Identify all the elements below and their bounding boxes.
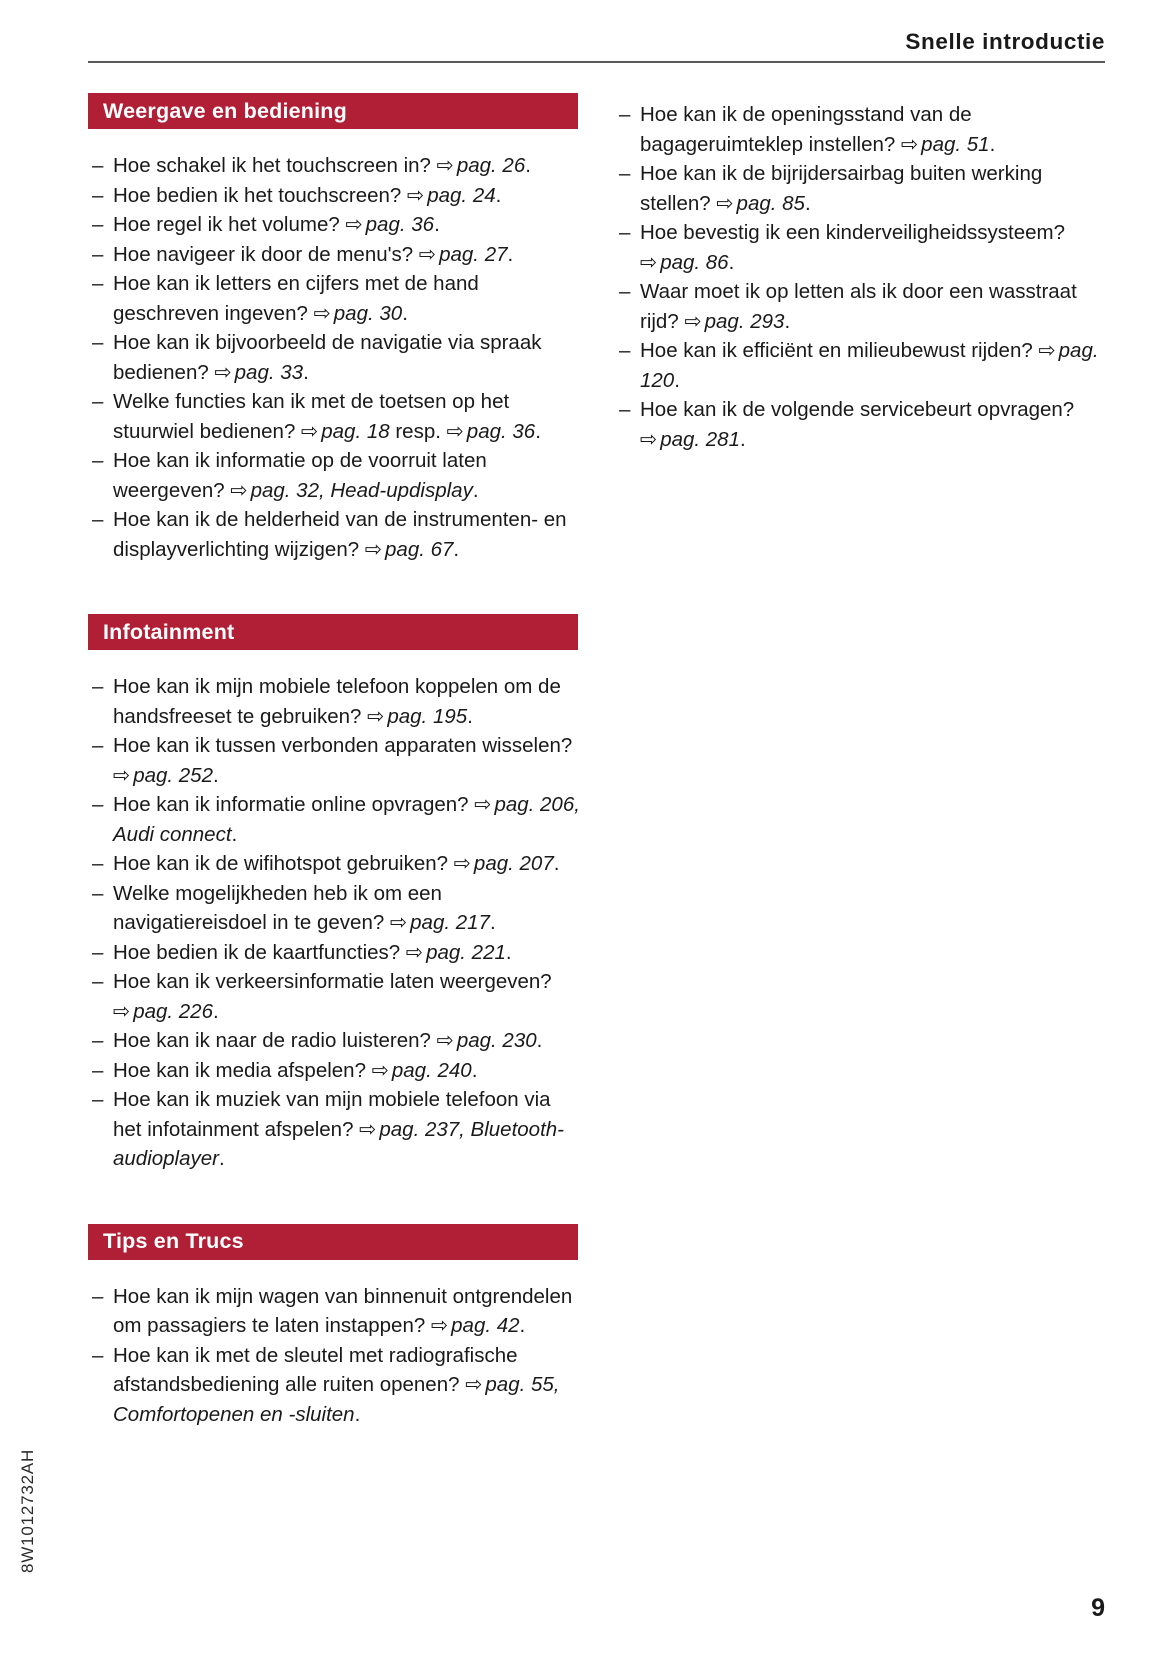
list-item: [88, 849, 584, 879]
item-text: Hoe regel ik het volume?: [113, 213, 346, 236]
dash-bullet: –: [92, 734, 104, 757]
item-text: Hoe bevestig ik een kinderveiligheidssysteem?: [640, 221, 1066, 244]
page-ref: pag. 252: [133, 763, 213, 787]
page-ref: pag. 86: [660, 250, 729, 274]
dash-bullet: –: [92, 183, 104, 207]
list-item: [615, 336, 1111, 395]
dash-bullet: –: [92, 154, 104, 177]
item-text: Hoe kan ik letters en cijfers met de hand geschreven ingeven?: [113, 272, 479, 325]
cross-ref-arrow-icon: ⇨: [301, 418, 319, 443]
item-text: Hoe kan ik de volgende servicebeurt opvragen?: [640, 398, 1075, 421]
list-item: [615, 395, 1111, 454]
list-item: [88, 505, 584, 564]
item-text: Hoe navigeer ik door de menu's?: [113, 242, 419, 266]
page-ref: pag. 230: [456, 1029, 537, 1052]
item-text: .: [804, 191, 811, 215]
item-text: Hoe kan ik efficiënt en milieubewust rijden?: [640, 339, 1039, 362]
cross-ref-arrow-icon: ⇨: [371, 1057, 389, 1082]
list-item: [88, 790, 584, 849]
list-item: [88, 938, 584, 968]
item-text: .: [453, 537, 460, 561]
list-item: [88, 1085, 584, 1174]
item-text: .: [213, 999, 219, 1023]
spine-code: 8W1012732AH: [18, 1448, 37, 1573]
page-ref: pag. 51: [921, 132, 990, 156]
item-text: .: [728, 250, 735, 274]
item-text: .: [505, 940, 512, 964]
cross-ref-arrow-icon: ⇨: [407, 182, 425, 207]
item-text: .: [472, 478, 479, 502]
item-text: .: [536, 1029, 543, 1052]
item-text: Hoe schakel ik het touchscreen in?: [113, 154, 437, 177]
cross-ref-arrow-icon: ⇨: [474, 792, 492, 816]
page-ref: pag. 195: [387, 704, 468, 728]
item-text: Hoe kan ik de openingsstand van de bagageruimteklep instellen?: [640, 103, 972, 156]
page-ref: pag. 206, Audi connect: [113, 793, 580, 846]
list-item: [88, 967, 584, 1026]
item-text: .: [489, 911, 496, 934]
dash-bullet: –: [619, 398, 631, 421]
cross-ref-arrow-icon: ⇨: [684, 308, 702, 333]
cross-ref-arrow-icon: ⇨: [436, 153, 454, 177]
item-text: .: [740, 427, 746, 451]
item-text: Welke functies kan ik met de toetsen op het stuurwiel bedienen?: [113, 390, 510, 443]
cross-ref-arrow-icon: ⇨: [640, 249, 658, 274]
dash-bullet: –: [92, 449, 104, 472]
item-text: Hoe kan ik de helderheid van de instrumenten- en displayverlichting wijzigen?: [113, 508, 567, 561]
dash-bullet: –: [92, 390, 104, 413]
item-text: .: [231, 822, 238, 846]
item-text: .: [784, 309, 791, 333]
right-column: [615, 93, 1111, 454]
cross-ref-arrow-icon: ⇨: [453, 851, 471, 875]
item-text: Hoe kan ik media afspelen?: [113, 1058, 372, 1082]
list-item: [615, 218, 1111, 277]
item-text: Hoe kan ik informatie op de voorruit laten weergeven?: [113, 449, 487, 502]
page-ref: pag. 293: [704, 309, 785, 333]
cross-ref-arrow-icon: ⇨: [367, 703, 385, 728]
dash-bullet: –: [92, 675, 104, 698]
list-item: [88, 1341, 584, 1430]
item-text: .: [402, 301, 408, 325]
cross-ref-arrow-icon: ⇨: [359, 1116, 377, 1141]
dash-bullet: –: [92, 1284, 104, 1308]
item-text: Hoe kan ik de bijrijdersairbag buiten werking stellen?: [640, 162, 1043, 215]
section-header-label: Tips en Trucs: [103, 1229, 244, 1253]
dash-bullet: –: [619, 221, 631, 244]
dash-bullet: –: [92, 242, 104, 266]
cross-ref-arrow-icon: ⇨: [900, 131, 919, 156]
left-column: [88, 93, 584, 1429]
item-text: Hoe kan ik met de sleutel met radiografische afstandsbediening alle ruiten openen?: [113, 1343, 518, 1396]
cross-ref-arrow-icon: ⇨: [405, 939, 424, 964]
cross-ref-arrow-icon: ⇨: [113, 762, 131, 787]
list-item: [88, 151, 584, 181]
list-item: [88, 1056, 584, 1086]
question-list: [88, 1282, 584, 1430]
question-list: [88, 151, 584, 564]
item-text: Welke mogelijkheden heb ik om een navigatiereisdoel in te geven?: [113, 881, 442, 934]
dash-bullet: –: [92, 1058, 104, 1082]
section-header: [88, 93, 578, 129]
item-text: Hoe kan ik muziek van mijn mobiele telefoon via het infotainment afspelen?: [113, 1088, 551, 1141]
list-item: [88, 240, 584, 270]
page-ref: pag. 217: [410, 911, 490, 934]
page-ref: pag. 42: [451, 1314, 520, 1337]
cross-ref-arrow-icon: ⇨: [430, 1313, 449, 1337]
item-text: Waar moet ik op letten als ik door een wasstraat rijd?: [640, 280, 1077, 333]
cross-ref-arrow-icon: ⇨: [1038, 338, 1056, 362]
page-ref: pag. 85: [736, 191, 805, 215]
item-text: .: [434, 213, 440, 236]
cross-ref-arrow-icon: ⇨: [716, 190, 734, 215]
item-text: .: [674, 368, 680, 392]
list-item: [88, 446, 584, 505]
page-ref: pag. 55, Comfortopenen en -sluiten: [113, 1373, 560, 1426]
cross-ref-arrow-icon: ⇨: [436, 1028, 454, 1052]
dash-bullet: –: [92, 1029, 104, 1052]
page-ref: pag. 32, Head-updisplay: [250, 478, 473, 502]
cross-ref-arrow-icon: ⇨: [313, 300, 331, 325]
item-text: Hoe kan ik tussen verbonden apparaten wisselen?: [113, 734, 573, 757]
page-ref: pag. 120: [640, 339, 1099, 392]
dash-bullet: –: [619, 339, 631, 362]
item-text: Hoe kan ik naar de radio luisteren?: [113, 1029, 437, 1052]
dash-bullet: –: [92, 1088, 104, 1111]
section-header: [88, 1224, 578, 1260]
dash-bullet: –: [619, 162, 631, 185]
page-ref: pag. 33: [234, 360, 304, 384]
item-text: .: [303, 360, 309, 384]
dash-bullet: –: [92, 970, 104, 993]
dash-bullet: –: [619, 280, 631, 303]
cross-ref-arrow-icon: ⇨: [418, 241, 437, 266]
item-text: Hoe kan ik bijvoorbeeld de navigatie via spraak bedienen?: [113, 331, 542, 384]
dash-bullet: –: [92, 940, 104, 964]
item-text: .: [354, 1402, 361, 1426]
item-text: .: [507, 242, 514, 266]
list-item: [88, 328, 584, 387]
list-item: [615, 159, 1111, 218]
cross-ref-arrow-icon: ⇨: [446, 418, 464, 443]
item-text: .: [213, 763, 219, 787]
item-text: Hoe kan ik verkeersinformatie laten weergeven?: [113, 970, 552, 993]
page-ref: pag. 36: [365, 213, 435, 236]
item-text: Hoe kan ik informatie online opvragen?: [113, 793, 475, 816]
item-text: Hoe kan ik de wifihotspot gebruiken?: [113, 852, 454, 875]
item-text: .: [553, 852, 560, 875]
page-ref: pag. 237, Bluetooth-audioplayer: [113, 1117, 564, 1170]
cross-ref-arrow-icon: ⇨: [364, 536, 383, 561]
dash-bullet: –: [92, 852, 104, 875]
list-item: [88, 731, 584, 790]
dash-bullet: –: [92, 881, 104, 905]
item-text: Hoe kan ik mijn mobiele telefoon koppelen om de handsfreeset te gebruiken?: [113, 675, 561, 728]
section-header: [88, 614, 578, 650]
page-ref: pag. 281: [660, 427, 740, 451]
item-text: Hoe bedien ik het touchscreen?: [113, 183, 408, 207]
dash-bullet: –: [619, 103, 631, 126]
question-list: [615, 100, 1111, 454]
item-text: Hoe kan ik mijn wagen van binnenuit ontgrendelen om passagiers te laten instappen?: [113, 1284, 573, 1337]
list-item: [88, 269, 584, 328]
cross-ref-arrow-icon: ⇨: [389, 910, 408, 934]
cross-ref-arrow-icon: ⇨: [230, 477, 248, 502]
list-item: [88, 210, 584, 240]
page-number: 9: [1091, 1594, 1105, 1622]
dash-bullet: –: [92, 213, 104, 236]
page-ref: pag. 24: [427, 183, 496, 207]
page-ref: pag. 27: [439, 242, 508, 266]
list-item: [88, 387, 584, 446]
cross-ref-arrow-icon: ⇨: [345, 212, 363, 236]
page-ref: pag. 18: [321, 419, 390, 443]
item-text: .: [467, 704, 473, 728]
list-item: [615, 100, 1111, 159]
item-text: .: [519, 1314, 526, 1337]
page-ref: pag. 26: [456, 154, 526, 177]
item-text: .: [989, 132, 996, 156]
page-ref: pag. 207: [473, 852, 554, 875]
list-item: [615, 277, 1111, 336]
page-ref: pag. 226: [133, 999, 213, 1023]
dash-bullet: –: [92, 1343, 104, 1367]
list-item: [88, 1282, 584, 1341]
item-text: .: [495, 183, 502, 207]
dash-bullet: –: [92, 272, 104, 295]
cross-ref-arrow-icon: ⇨: [465, 1372, 483, 1396]
section-header-label: Infotainment: [103, 619, 235, 644]
list-item: [88, 672, 584, 731]
page-ref: pag. 67: [385, 537, 454, 561]
page-ref: pag. 221: [426, 940, 506, 964]
dash-bullet: –: [92, 508, 104, 531]
page-ref: pag. 240: [391, 1058, 472, 1082]
cross-ref-arrow-icon: ⇨: [214, 359, 232, 384]
item-text: .: [219, 1147, 225, 1170]
question-list: [88, 672, 584, 1174]
section-header-label: Weergave en bediening: [103, 98, 347, 123]
header-rule: [88, 61, 1105, 63]
page-ref: pag. 30: [333, 301, 403, 325]
item-text: .: [525, 154, 531, 177]
page-ref: pag. 36: [466, 419, 536, 443]
item-text: Hoe bedien ik de kaartfuncties?: [113, 940, 406, 964]
list-item: [88, 181, 584, 211]
dash-bullet: –: [92, 331, 104, 354]
list-item: [88, 879, 584, 938]
page-title: Snelle introductie: [905, 29, 1105, 54]
cross-ref-arrow-icon: ⇨: [113, 998, 131, 1023]
item-text: .: [535, 419, 541, 443]
item-text: resp.: [389, 419, 447, 443]
list-item: [88, 1026, 584, 1056]
cross-ref-arrow-icon: ⇨: [640, 426, 658, 451]
item-text: .: [471, 1058, 478, 1082]
dash-bullet: –: [92, 793, 104, 816]
